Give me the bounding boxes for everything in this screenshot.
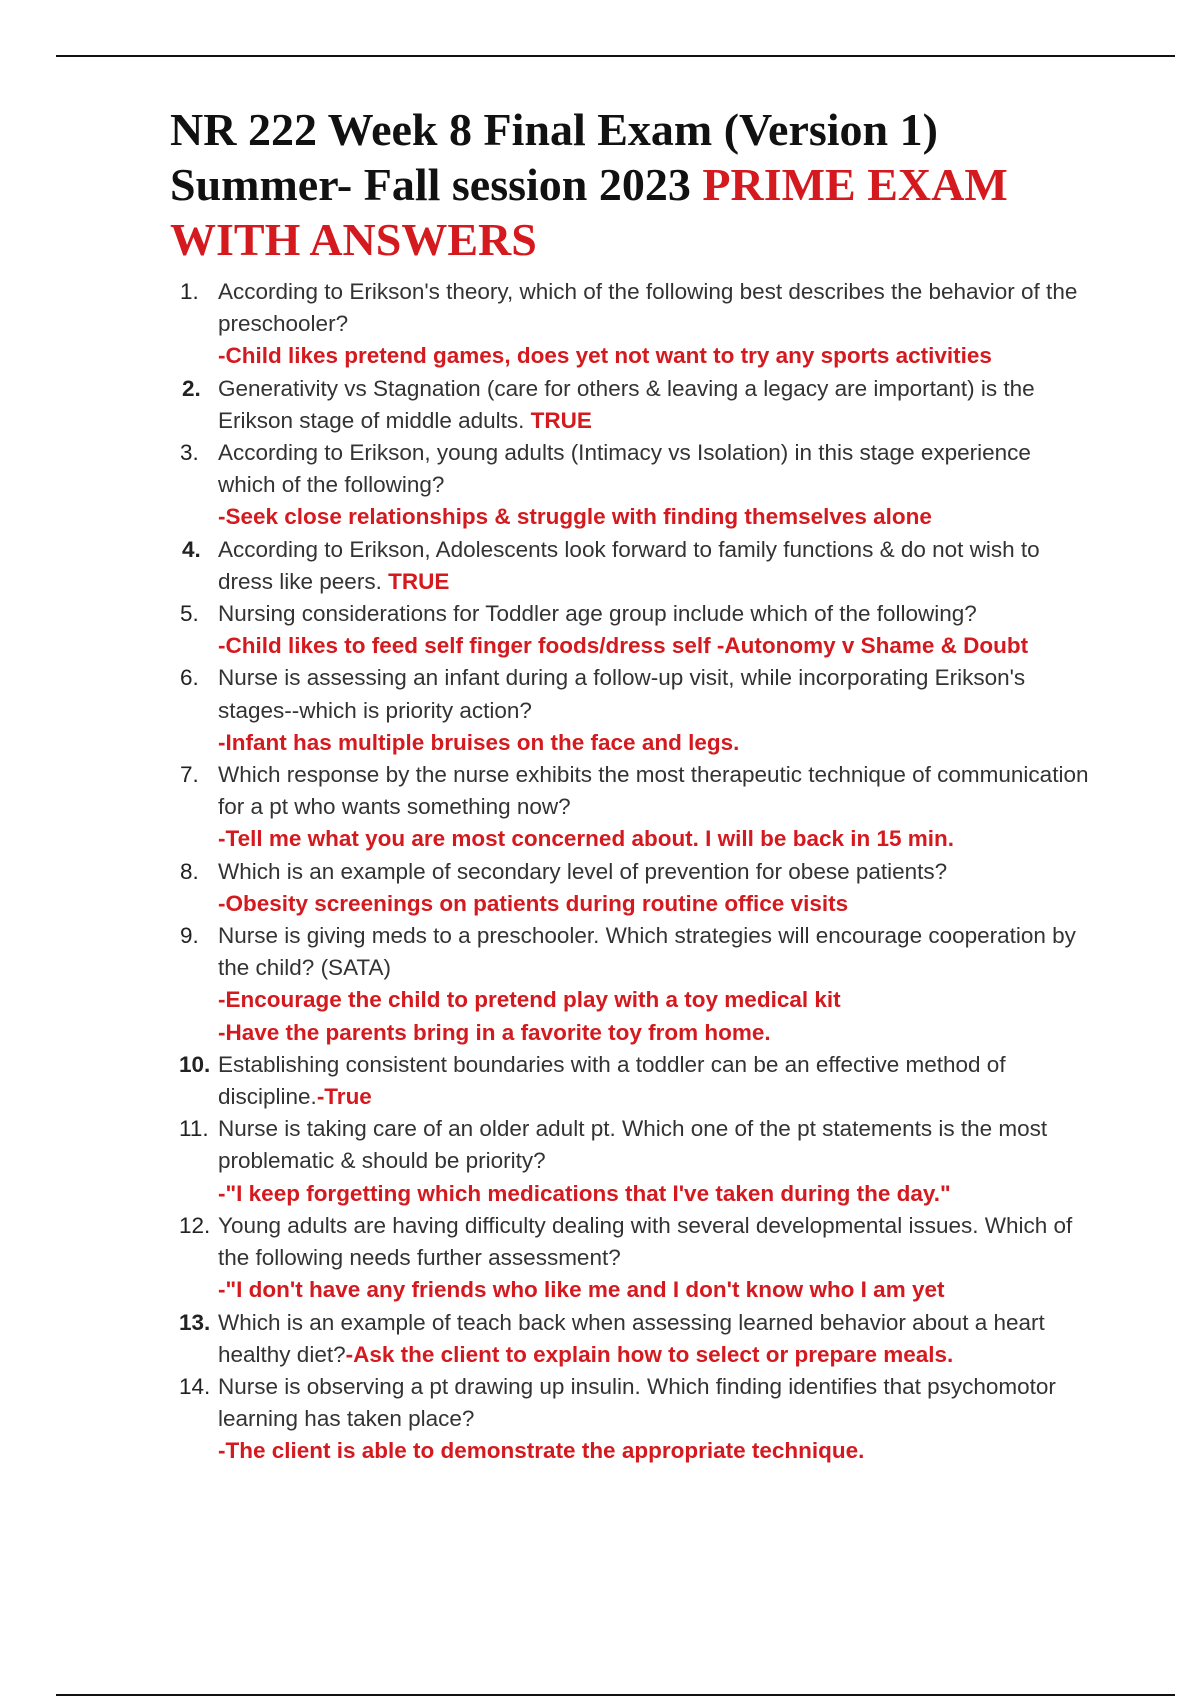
answer-text: -Infant has multiple bruises on the face and legs. bbox=[218, 729, 740, 755]
question-text: Young adults are having difficulty dealing with several developmental issues. Which of the following needs further assessment? bbox=[218, 1212, 1073, 1271]
question-item bbox=[170, 373, 1090, 437]
question-text: According to Erikson, Adolescents look forward to family functions & do not wish to dress like peers. bbox=[218, 536, 1040, 594]
answer-text: -Tell me what you are most concerned about. I will be back in 15 min. bbox=[218, 826, 955, 852]
question-item bbox=[170, 1113, 1090, 1210]
question-number: 6. bbox=[180, 665, 199, 691]
question-text: Nurse is assessing an infant during a follow-up visit, while incorporating Erikson's stages--which is priority action? bbox=[218, 665, 1026, 723]
question-item bbox=[170, 276, 1090, 373]
title-highlight: PRIME EXAM WITH ANSWERS bbox=[170, 159, 1008, 265]
question-number: 13. bbox=[179, 1309, 211, 1335]
question-number: 14. bbox=[179, 1373, 211, 1399]
top-rule bbox=[56, 55, 1175, 57]
question-item bbox=[170, 598, 1090, 662]
answer-text: -"I don't have any friends who like me and I don't know who I am yet bbox=[218, 1277, 945, 1303]
question-number: 10. bbox=[179, 1051, 211, 1077]
question-number: 3. bbox=[180, 440, 199, 466]
question-item bbox=[170, 1210, 1090, 1307]
question-item bbox=[170, 1307, 1090, 1371]
question-text: Nurse is taking care of an older adult pt. Which one of the pt statements is the most problematic & should be priority? bbox=[218, 1116, 1048, 1174]
question-text: Nursing considerations for Toddler age group include which of the following? bbox=[218, 601, 977, 627]
answer-text: -Encourage the child to pretend play with a toy medical kit bbox=[218, 987, 841, 1013]
bottom-rule bbox=[56, 1694, 1175, 1696]
answer-inline: TRUE bbox=[530, 407, 592, 433]
question-list bbox=[170, 276, 1090, 1468]
question-number: 4. bbox=[182, 536, 201, 562]
question-text: Which is an example of secondary level of prevention for obese patients? bbox=[218, 858, 948, 884]
question-number: 5. bbox=[180, 601, 199, 627]
question-item bbox=[170, 534, 1090, 598]
answer-text: -Obesity screenings on patients during routine office visits bbox=[218, 890, 849, 916]
answer-inline: -Ask the client to explain how to select or prepare meals. bbox=[345, 1341, 954, 1367]
question-text: According to Erikson's theory, which of the following best describes the behavior of the preschooler? bbox=[218, 279, 1078, 337]
answer-inline: -True bbox=[316, 1084, 372, 1110]
question-text: Nurse is observing a pt drawing up insulin. Which finding identifies that psychomotor learning has taken place? bbox=[218, 1373, 1056, 1432]
question-text: Nurse is giving meds to a preschooler. Which strategies will encourage cooperation by the child? (SATA) bbox=[218, 923, 1076, 981]
question-number: 1. bbox=[180, 279, 199, 304]
question-text: Generativity vs Stagnation (care for others & leaving a legacy are important) is the Erikson stage of middle adults. bbox=[218, 375, 1035, 433]
question-text: According to Erikson, young adults (Intimacy vs Isolation) in this stage experience which of the following? bbox=[218, 440, 1031, 498]
answer-inline: TRUE bbox=[388, 568, 450, 594]
question-item bbox=[170, 1371, 1090, 1468]
question-number: 11. bbox=[179, 1116, 209, 1142]
question-item bbox=[170, 437, 1090, 534]
question-number: 2. bbox=[182, 375, 201, 401]
question-number: 9. bbox=[180, 923, 199, 949]
question-item bbox=[170, 856, 1090, 920]
answer-text: -Child likes pretend games, does yet not want to try any sports activities bbox=[218, 343, 992, 369]
question-item bbox=[170, 759, 1090, 856]
question-item bbox=[170, 920, 1090, 1049]
question-number: 7. bbox=[180, 762, 199, 788]
question-text: Which is an example of teach back when assessing learned behavior about a heart healthy diet? bbox=[218, 1309, 1045, 1367]
question-item bbox=[170, 1049, 1090, 1113]
page-title bbox=[170, 102, 1130, 267]
answer-text: -Seek close relationships & struggle with finding themselves alone bbox=[218, 504, 932, 530]
question-text: Which response by the nurse exhibits the most therapeutic technique of communication for a pt who wants something now? bbox=[218, 762, 1089, 820]
answer-text: -Have the parents bring in a favorite toy from home. bbox=[218, 1019, 771, 1045]
question-text: Establishing consistent boundaries with a toddler can be an effective method of discipline. bbox=[218, 1051, 1006, 1110]
question-number: 8. bbox=[180, 858, 199, 884]
question-item bbox=[170, 662, 1090, 759]
answer-text: -The client is able to demonstrate the appropriate technique. bbox=[218, 1438, 865, 1464]
answer-text: -Child likes to feed self finger foods/dress self -Autonomy v Shame & Doubt bbox=[218, 633, 1029, 659]
question-number: 12. bbox=[179, 1212, 211, 1238]
title-main: NR 222 Week 8 Final Exam (Version 1) Summer- Fall session 2023 bbox=[170, 104, 938, 210]
answer-text: -"I keep forgetting which medications that I've taken during the day." bbox=[218, 1180, 951, 1206]
